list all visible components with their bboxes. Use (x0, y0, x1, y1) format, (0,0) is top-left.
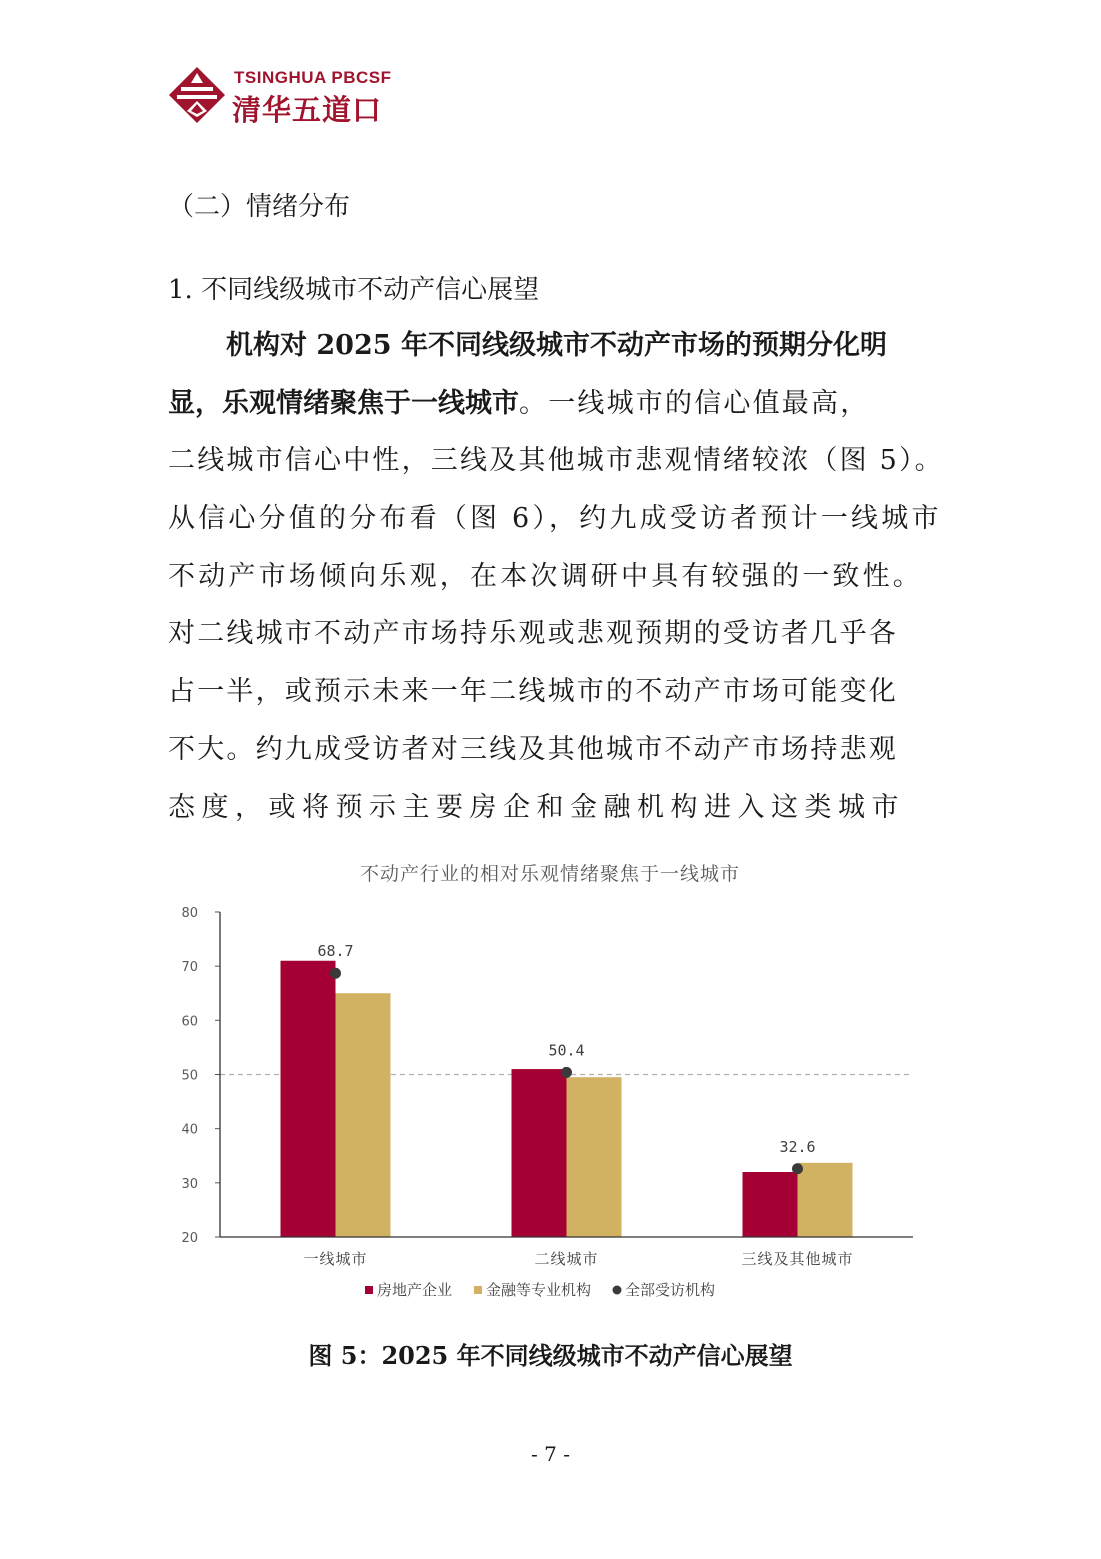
bold-lead: 机构对 2025 年不同线级城市不动产市场的预期分化明 (226, 330, 887, 361)
legend-swatch (474, 1286, 482, 1294)
subsection-heading: 1. 不同线级城市不动产信心展望 (168, 275, 540, 305)
paragraph-line (168, 322, 948, 380)
logo-mark-icon (168, 66, 226, 124)
bar (512, 1069, 567, 1237)
data-label: 68.7 (317, 942, 354, 961)
figure-caption: 图 5：2025 年不同线级城市不动产信心展望 (308, 1341, 793, 1370)
data-point (330, 968, 341, 979)
page-number: - 7 - (531, 1442, 570, 1466)
paragraph-line: 对二线城市不动产市场持乐观或悲观预期的受访者几乎各 (168, 618, 898, 650)
bar (567, 1077, 622, 1237)
paragraph-line: 不动产市场倾向乐观，在本次调研中具有较强的一致性。 (168, 560, 923, 592)
y-tick-label: 40 (181, 1122, 198, 1138)
paragraph-line: 态度，或将预示主要房企和金融机构进入这类城市 (168, 791, 905, 823)
y-tick-label: 30 (181, 1176, 198, 1192)
legend-swatch (365, 1286, 373, 1294)
paragraph-line: 占一半，或预示未来一年二线城市的不动产市场可能变化 (168, 676, 898, 708)
bar (336, 993, 391, 1237)
data-point (561, 1067, 572, 1078)
logo-chinese-text: 清华五道口 (232, 93, 383, 127)
x-tick-label: 三线及其他城市 (741, 1250, 854, 1268)
bar (281, 961, 336, 1237)
paragraph-line: 二线城市信心中性，三线及其他城市悲观情绪较浓（图 5）。 (168, 445, 944, 477)
x-tick-label: 一线城市 (303, 1250, 368, 1268)
paragraph-line: 从信心分值的分布看（图 6），约九成受访者预计一线城市 (168, 503, 942, 535)
bar (743, 1172, 798, 1237)
paragraph-text: 。一线城市的信心值最高， (519, 387, 870, 419)
x-tick-label: 二线城市 (534, 1250, 599, 1268)
section-heading: （二）情绪分布 (168, 192, 351, 222)
paragraph-line (168, 380, 948, 438)
logo-english-text: TSINGHUA PBCSF (234, 68, 392, 87)
bar-chart (160, 850, 940, 1320)
bar (798, 1163, 853, 1237)
data-label: 50.4 (548, 1041, 585, 1060)
y-tick-label: 80 (181, 906, 198, 921)
chart-canvas (160, 850, 940, 1320)
chart-title: 不动产行业的相对乐观情绪聚焦于一线城市 (359, 863, 741, 885)
y-tick-label: 50 (181, 1068, 198, 1084)
bold-lead: 显，乐观情绪聚焦于一线城市 (168, 387, 519, 419)
y-tick-label: 60 (181, 1014, 198, 1030)
data-label: 32.6 (779, 1137, 816, 1156)
data-point (792, 1163, 803, 1174)
paragraph-line: 不大。约九成受访者对三线及其他城市不动产市场持悲观 (168, 733, 898, 765)
legend-label: 房地产企业 (377, 1281, 453, 1299)
y-tick-label: 20 (181, 1231, 198, 1246)
logo (168, 66, 428, 126)
legend-swatch (613, 1286, 622, 1295)
legend-label: 全部受访机构 (625, 1281, 716, 1299)
body-paragraph (168, 322, 948, 841)
legend-label: 金融等专业机构 (486, 1281, 592, 1299)
y-tick-label: 70 (181, 960, 198, 976)
